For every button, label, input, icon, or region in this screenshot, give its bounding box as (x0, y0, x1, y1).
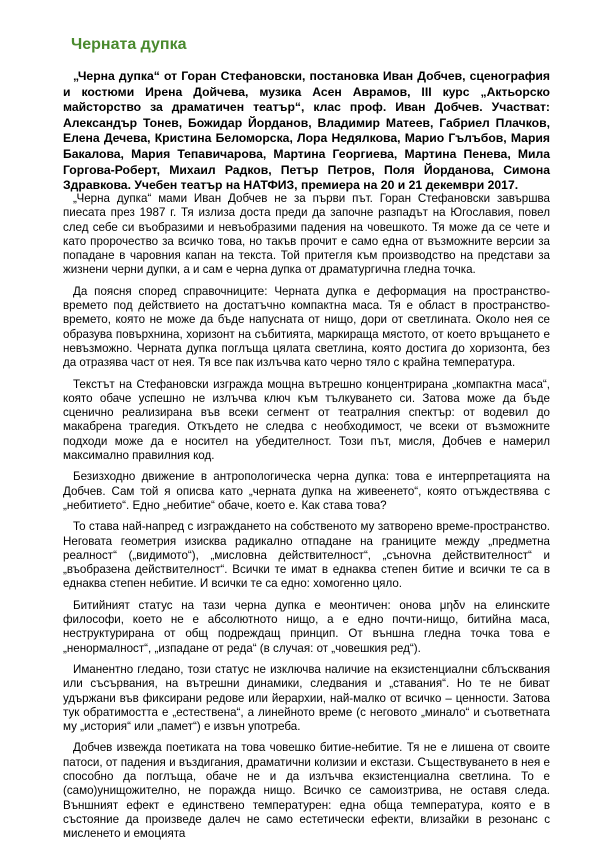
page-title: Черната дупка (71, 36, 187, 53)
paragraph: Безизходно движение в антропологическа черна дупка: това е интерпретацията на Добчев. Сам той я описва като „черната дупка на живеенето“, която отъждествява с „небитието“. Едно „небитие“ обаче, което е. Как става това? (63, 470, 550, 512)
paragraph: Да поясня според справочниците: Черната дупка е деформация на пространство-времето под действието на достатъчно компактна маса. Тя е област в пространство-времето, която не може да бъде напусната от нищо, дори от светлината. Около нея се образува повърхнина, хоризонт на събитията, маркираща мястото, от което връщането е невъзможно. Черната дупка поглъща цялата светлина, която достига до хоризонта, без да отразява част от нея. Тя все пак излъчва като черно тяло с крайна температура. (63, 284, 550, 370)
paragraph: Текстът на Стефановски изгражда мощна вътрешно концентрирана „компактна маса“, която обаче успешно не излъчва ключ към тълкуването си. Затова може да бъде сценично реализирана във всеки сегмент от театралния спектър: от водевил до макабрена трагедия. Откъдето не следва с необходимост, че всеки от възможните подходи може да е носител на убедителност. Този път, мисля, Добчев е намерил максимално правилния код. (63, 377, 550, 463)
paragraph: То става най-напред с изграждането на собственото му затворено време-пространство. Неговата геометрия изисква радикално отпадане на границите между „предметна реалност“ („видимото“), „мисловна действителност“, „сънovна действителност“ и „въобразена действителност“. Всички те имат в еднаква степен битие и всички те са в еднаква степен небитие. И всички те са едно: хомогенно цяло. (63, 520, 550, 591)
paragraph: Битийният статус на тази черна дупка е меонтичен: онова μηδν на елинските философи, което не е абсолютното нищо, а е едно почти-нищо, битийна маса, неструктурирана от общ подреждащ принцип. От външна гледна точка това е „ненормалност“, „изпадане от реда“ (в случая: от „човешкия ред“). (63, 598, 550, 655)
paragraph: Добчев извежда поетиката на това човешко битие-небитие. Тя не е лишена от своите патоси, от падения и въздигания, драматични колизии и екстази. Съществуването в нея е способно да поглъща, обаче не и да излъчва екзистенциална светлина. То е (само)унищожително, не поражда нищо. Всичко се самоизтрива, не оставя следа. Външният ефект е единствено температурен: една обща температура, която е в състояние да произведе далеч не само естетически ефекти, влизайки в резонанс с мисленето и емоцията (63, 741, 550, 841)
production-credits: „Черна дупка“ от Горан Стефановски, постановка Иван Добчев, сценография и костюми Ирена Дойчева, музика Асен Аврамов, III курс „Актьорско майсторство за драматичен театър“, клас проф. Иван Добчев. Участват: Александър Тонев, Божидар Йорданов, Владимир Матеев, Габриел Плачков, Елена Дечева, Кристина Беломорска, Лора Недялкова, Марио Гълъбов, Мария Бакалова, Мария Тепавичарова, Мартина Георгиева, Мартина Пенева, Мила Горгова-Роберт, Михаил Радков, Петър Петров, Поля Йорданова, Симона Здравкова. Учебен театър на НАТФИЗ, премиера на 20 и 21 декември 2017. (63, 69, 550, 193)
paragraph: Иманентно гледано, този статус не изключва наличие на екзистенциални сблъсквания или съсървания, на вътрешни динамики, следвания и „ставания“. Но те не биват удържани във фиксирани редове или йерархии, най-малко от всичко – ценности. Затова тук обратимостта е „естествена“, а линейното време (с неговото „минало“ и съответната му „история“ или „памет“) е извън употреба. (63, 662, 550, 734)
paragraph: „Черна дупка“ мами Иван Добчев не за първи път. Горан Стефановски завършва пиесата през 1987 г. Тя излиза доста преди да започне разпадът на Югославия, повел след себе си въобразими и невъобразими падения на човешкото. Тя може да се чете и като пророчество за всичко това, но такъв прочит е само една от възможните версии за попадане в чаровния капан на текста. Той притегля към производство на представи за жизнени черни дупки, а и сам е черна дупка от драматургична гледна точка. (63, 192, 550, 277)
article-body (63, 192, 550, 848)
